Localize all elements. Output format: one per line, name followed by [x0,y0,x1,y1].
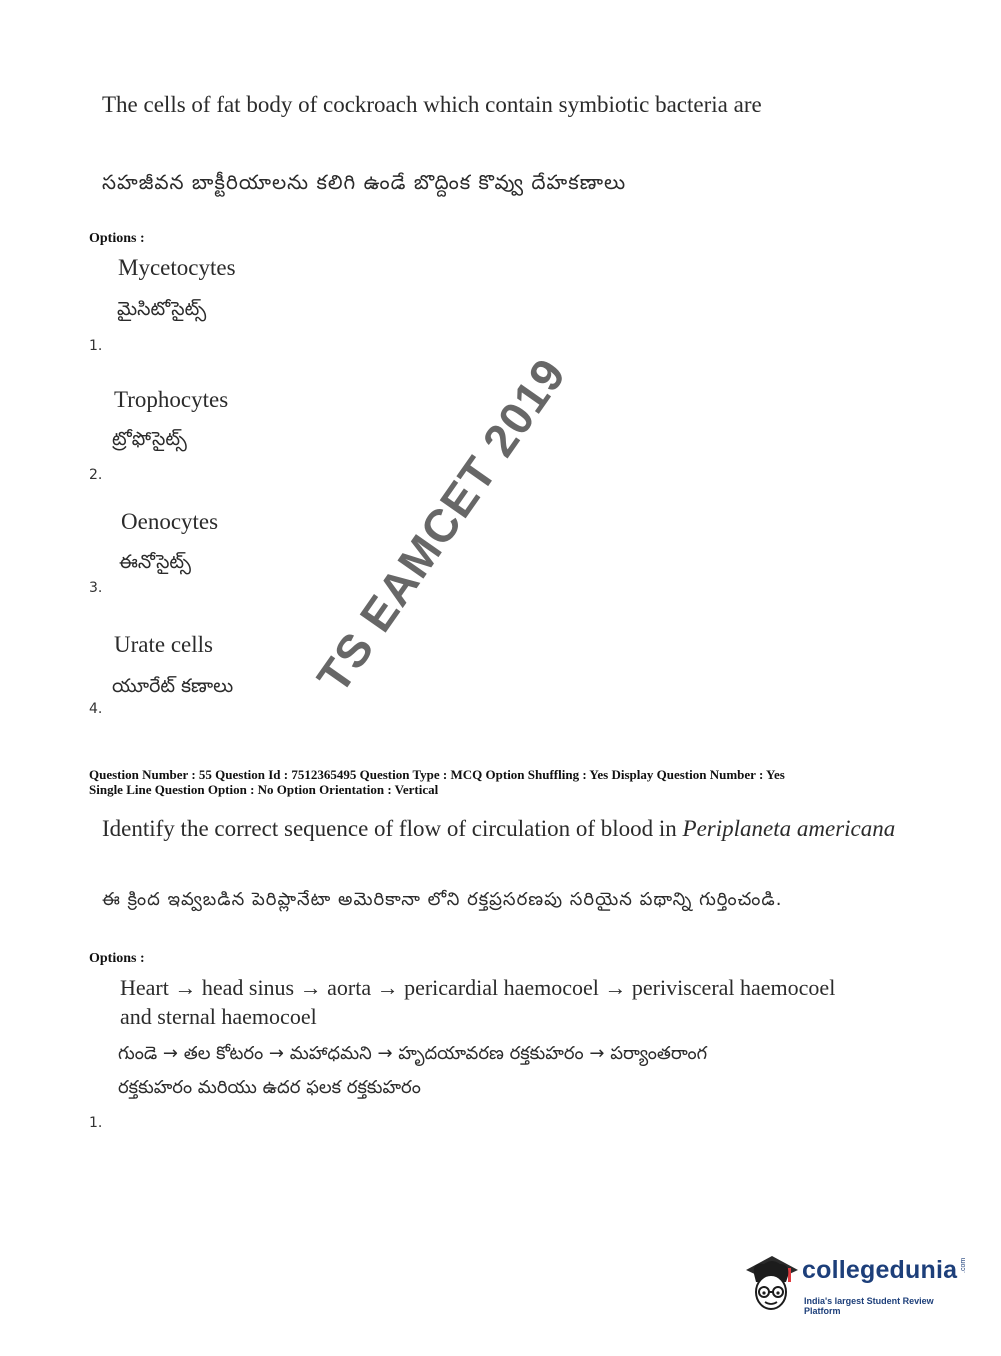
option-text-en: Oenocytes [121,509,219,534]
option-text-te-line-2: రక్తకుహరం మరియు ఉదర ఫలక రక్తకుహరం [118,1077,421,1098]
option-number: 4. [89,701,103,717]
option-text-en: Urate cells [114,632,213,657]
watermark: TS EAMCET 2019 [306,348,576,702]
option-number: 1. [89,1115,103,1131]
question-1-text-en: The cells of fat body of cockroach which contain symbiotic bacteria are [102,92,762,117]
option-text-te: ట్రోఫోసైట్స్ [112,428,187,450]
option-text-en-line-1: Heart → head sinus → aorta → pericardial haemocoel → perivisceral haemocoel [120,975,836,1000]
option-number: 1. [89,338,103,354]
option-text-en: Mycetocytes [118,255,236,280]
student-mascot-icon [742,1248,800,1314]
question-1-options-label: Options : [89,231,145,246]
option-text-en-line-2: and sternal haemocoel [120,1004,317,1029]
question-2-meta-line-2: Single Line Question Option : No Option Orientation : Vertical [89,782,439,797]
question-2-text-en [102,816,895,842]
option-number: 3. [89,580,103,596]
logo-tagline: India's largest Student Review Platform [804,1296,934,1316]
question-2-options-label: Options : [89,951,145,966]
option-text-te: ఈనోసైట్స్ [119,551,191,573]
option-text-te: మైసిటోసైట్స్ [117,298,207,320]
question-2-meta-line-1: Question Number : 55 Question Id : 7512365495 Question Type : MCQ Option Shuffling : Yes Display Question Number : Yes [89,767,785,782]
logo-name: collegedunia [802,1256,958,1284]
question-text-prefix: Identify the correct sequence of flow of circulation of blood in [102,816,683,841]
question-2-text-te: ఈ క్రింద ఇవ్వబడిన పెరిప్లానేటా అమెరికానా లోని రక్తప్రసరణపు సరియైన పథాన్ని గుర్తించండి. [102,889,783,910]
option-text-te-line-1: గుండె → తల కోటరం → మహాధమని → హృదయావరణ రక్తకుహరం → పర్యాంతరాంగ [118,1043,708,1064]
species-name: Periplaneta americana [682,816,896,841]
option-text-te: యూరేట్ కణాలు [112,675,234,697]
question-1-text-te: సహజీవన బాక్టీరియాలను కలిగి ఉండే బొద్దింక కొవ్వు దేహకణాలు [102,170,627,194]
logo-suffix: .com [960,1257,967,1273]
option-text-en: Trophocytes [114,387,229,412]
option-number: 2. [89,467,103,483]
collegedunia-logo[interactable] [742,1248,972,1316]
